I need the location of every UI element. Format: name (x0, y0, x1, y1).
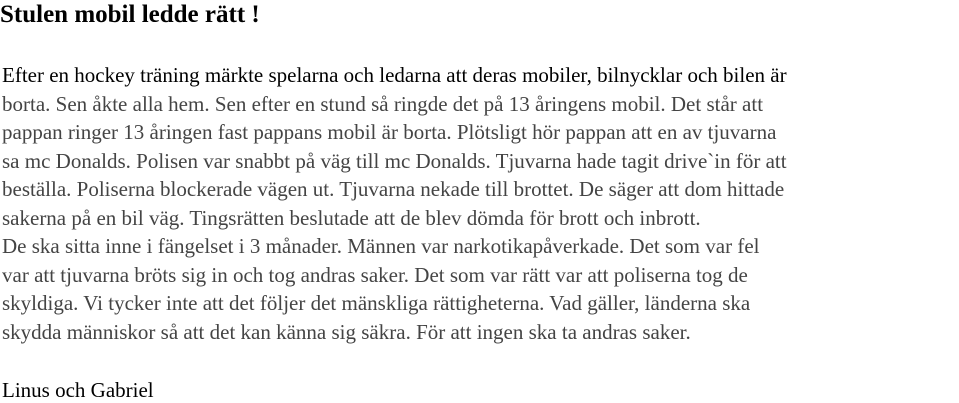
body-line-6: sakerna på en bil väg. Tingsrätten beslutade att de blev dömda för brott och inbrott. (2, 205, 701, 230)
body-line-4: sa mc Donalds. Polisen var snabbt på väg till mc Donalds. Tjuvarna hade tagit drive`in för att (2, 148, 787, 173)
body-line-8: var att tjuvarna bröts sig in och tog andras saker. Det som var rätt var att poliserna tog de (2, 262, 748, 287)
body-line-5: beställa. Poliserna blockerade vägen ut. Tjuvarna nekade till brottet. De säger att dom hittade (2, 177, 785, 201)
body-line-3: pappan ringer 13 åringen fast pappans mobil är borta. Plötsligt hör pappan att en av tjuvarna (2, 120, 777, 144)
body-line-7: De ska sitta inne i fängelset i 3 månader. Männen var narkotikapåverkade. Det som var fel (2, 234, 760, 258)
body-line-9: skyldiga. Vi tycker inte att det följer det mänskliga rättigheterna. Vad gäller, länderna ska (2, 291, 751, 315)
author-signature: Linus och Gabriel (2, 378, 154, 402)
body-line-10: skydda människor så att det kan känna sig säkra. För att ingen ska ta andras saker. (2, 319, 691, 344)
body-line-2: borta. Sen åkte alla hem. Sen efter en stund så ringde det på 13 åringens mobil. Det står att (2, 91, 764, 116)
article-body (2, 61, 957, 346)
article-title: Stulen mobil ledde rätt ! (0, 1, 260, 28)
body-line-1: Efter en hockey träning märkte spelarna och ledarna att deras mobiler, bilnycklar och bilen är (2, 63, 787, 87)
